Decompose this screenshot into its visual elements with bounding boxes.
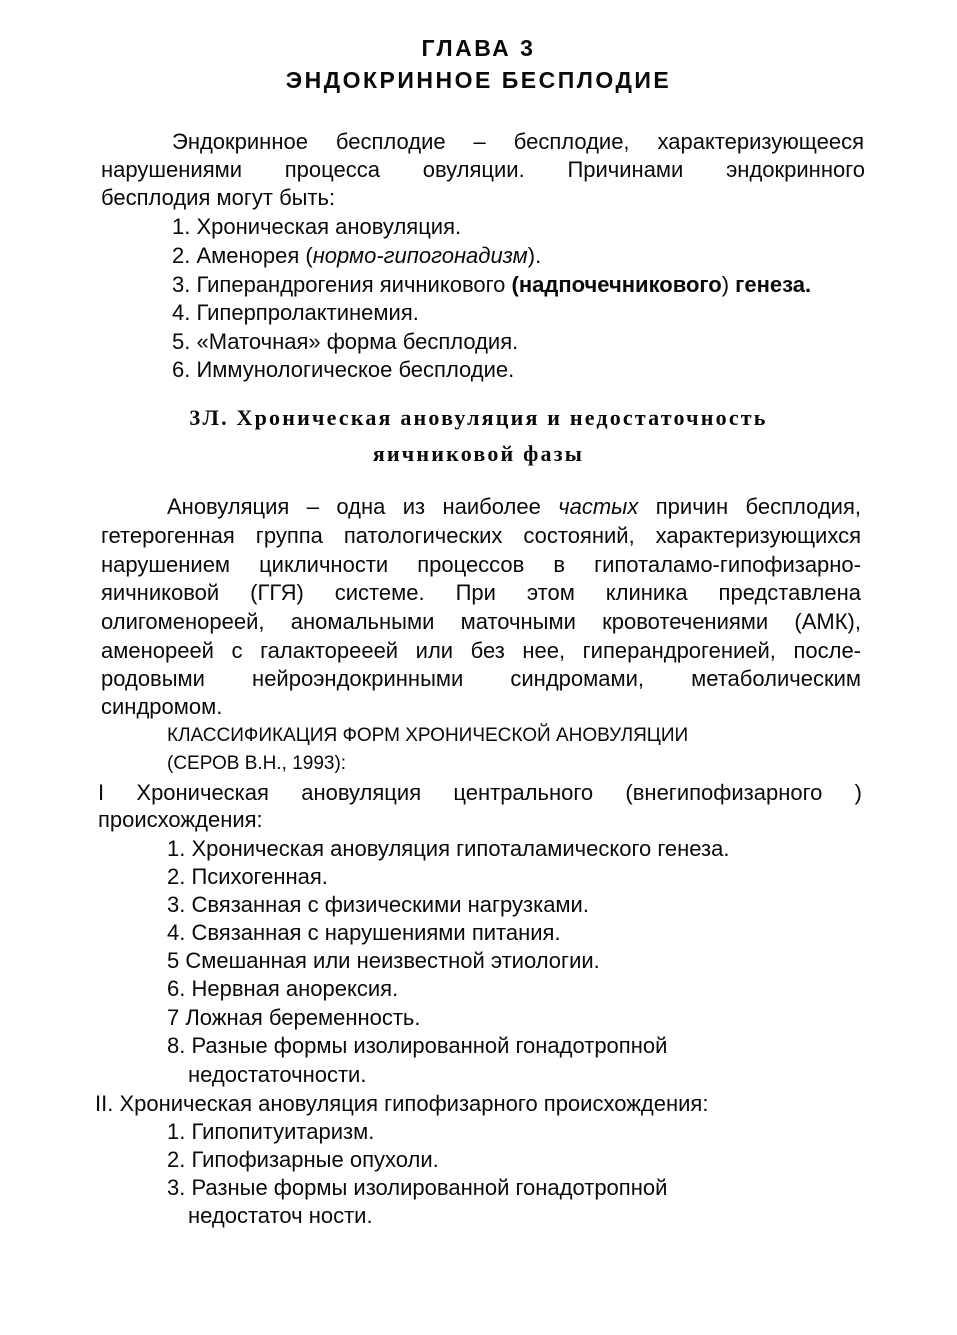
paragraph-line-6: аменореей с галакторееей или без нее, гиперандрогенией, после- <box>101 638 861 663</box>
group-1-title-cont: происхождения: <box>98 807 263 832</box>
cause-item-5: 5. «Маточная» форма бесплодия. <box>172 329 519 354</box>
classification-heading: КЛАССИФИКАЦИЯ ФОРМ ХРОНИЧЕСКОЙ АНОВУЛЯЦИИ <box>167 725 689 746</box>
paragraph-line-2: гетерогенная группа патологических состояний, характеризующихся <box>101 523 861 548</box>
cause-item-2-text: 2. Аменорея ( <box>172 243 313 268</box>
cause-item-1: 1. Хроническая ановуляция. <box>172 214 462 239</box>
group-2-item-1: 1. Гипопитуитаризм. <box>167 1119 375 1144</box>
paragraph-line-3: нарушением цикличности процессов в гипоталамо-гипофизарно- <box>101 552 861 577</box>
group-2-item-3: 3. Разные формы изолированной гонадотропной <box>167 1175 668 1200</box>
group-2-title: II. Хроническая ановуляция гипофизарного происхождения: <box>95 1091 709 1116</box>
group-1-item-8-cont: недостаточности. <box>188 1062 367 1087</box>
intro-line-3: бесплодия могут быть: <box>101 185 336 210</box>
section-title-line-1: 3Л. Хроническая ановуляция и недостаточность <box>189 405 768 430</box>
group-1-item-1: 1. Хроническая ановуляция гипоталамического генеза. <box>167 836 730 861</box>
intro-line-2: нарушениями процесса овуляции. Причинами эндокринного <box>101 157 865 182</box>
cause-item-3-bold: (надпочечникового <box>511 272 722 297</box>
cause-item-6: 6. Иммунологическое бесплодие. <box>172 357 515 382</box>
cause-item-3-paren: ) <box>721 272 736 297</box>
group-2-item-3-cont: недостаточ ности. <box>188 1203 373 1228</box>
group-2-item-2: 2. Гипофизарные опухоли. <box>167 1147 439 1172</box>
section-title-line-2: яичниковой фазы <box>372 441 585 466</box>
group-1-item-3: 3. Связанная с физическими нагрузками. <box>167 892 589 917</box>
paragraph-line-1-c: причин бесплодия, <box>638 494 861 519</box>
paragraph-line-5: олигоменореей, аномальными маточными кровотечениями (АМК), <box>101 609 861 634</box>
paragraph-line-4: яичниковой (ГГЯ) системе. При этом клиника представлена <box>101 580 861 605</box>
cause-item-2-italic: нормо-гипогонадизм <box>312 243 528 268</box>
intro-line-1: Эндокринное бесплодие – бесплодие, характеризующееся <box>172 129 864 154</box>
paragraph-line-7: родовыми нейроэндокринными синдромами, метаболическим <box>101 666 861 691</box>
cause-item-2-end: ). <box>527 243 542 268</box>
chapter-number: ГЛАВА 3 <box>421 35 536 61</box>
cause-item-3 <box>172 271 811 299</box>
paragraph-line-1 <box>167 493 861 521</box>
cause-item-2 <box>172 242 541 270</box>
group-1-item-2: 2. Психогенная. <box>167 864 328 889</box>
paragraph-line-1-italic: частых <box>558 494 639 519</box>
cause-item-3-bold-end: генеза. <box>735 272 812 297</box>
group-1-item-6: 6. Нервная анорексия. <box>167 976 399 1001</box>
paragraph-line-1-a: Ановуляция – одна из наиболее <box>167 494 559 519</box>
paragraph-line-8: синдромом. <box>101 694 223 719</box>
group-1-title: I Хроническая ановуляция центрального (внегипофизарного ) <box>98 780 862 805</box>
classification-source: (СЕРОВ В.Н., 1993): <box>167 753 347 774</box>
group-1-item-4: 4. Связанная с нарушениями питания. <box>167 920 561 945</box>
group-1-item-7: 7 Ложная беременность. <box>167 1005 421 1030</box>
chapter-title: ЭНДОКРИННОЕ БЕСПЛОДИЕ <box>285 67 672 93</box>
cause-item-3-text: 3. Гиперандрогения яичникового <box>172 272 512 297</box>
cause-item-4: 4. Гиперпролактинемия. <box>172 300 419 325</box>
group-1-item-5: 5 Смешанная или неизвестной этиологии. <box>167 948 600 973</box>
group-1-item-8: 8. Разные формы изолированной гонадотропной <box>167 1033 668 1058</box>
